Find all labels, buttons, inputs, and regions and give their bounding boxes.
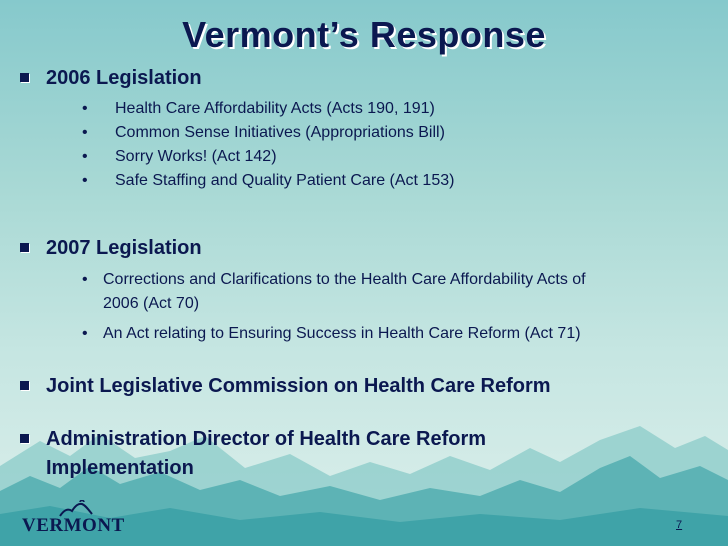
bullet-dot-icon: • bbox=[82, 124, 88, 141]
section-2007-legislation bbox=[46, 234, 202, 263]
bullet-dot-icon: • bbox=[82, 148, 88, 165]
page-number: 7 bbox=[676, 519, 683, 531]
slide-title: Vermont’s Response bbox=[182, 14, 546, 55]
bullet-dot-icon: • bbox=[82, 271, 88, 288]
section-heading: Joint Legislative Commission on Health Care Reform bbox=[46, 375, 551, 397]
bullet-dot-icon: • bbox=[82, 325, 88, 342]
square-bullet-icon bbox=[20, 381, 29, 390]
square-bullet-icon bbox=[20, 73, 29, 82]
section-joint-commission bbox=[46, 372, 551, 401]
section-heading: 2007 Legislation bbox=[46, 237, 202, 259]
bullet-dot-icon: • bbox=[82, 100, 88, 117]
section-heading-line1: Administration Director of Health Care Reform bbox=[46, 428, 487, 450]
section-administration-director bbox=[46, 425, 486, 483]
vermont-logo-text: VERMONT bbox=[22, 515, 125, 536]
square-bullet-icon bbox=[20, 243, 29, 252]
bullet-dot-icon: • bbox=[82, 172, 88, 189]
section-2006-legislation bbox=[46, 64, 202, 93]
slide: Vermont’s Response 2006 Legislation • Health Care Affordability Acts (Acts 190, 191) • Common Sense Initiatives (Appropriations Bill) • Sorry Works! (Act 142) • Safe Staffing and Quality Patient Care (Act 153) 2007 Legislation • Corrections and Clarifications to the Health Care Affordability Acts of 2006 (Act 70) • An Act relating to Ensuring Success in Health Care Reform (Act 71) Joint Legislative Commission on Health Care Reform Administration Director of Health Care Reform Implementation VERMONT 7 bbox=[0, 0, 728, 546]
section-heading: 2006 Legislation bbox=[46, 67, 202, 89]
section-heading-line2: Implementation bbox=[46, 457, 194, 479]
square-bullet-icon bbox=[20, 434, 29, 443]
